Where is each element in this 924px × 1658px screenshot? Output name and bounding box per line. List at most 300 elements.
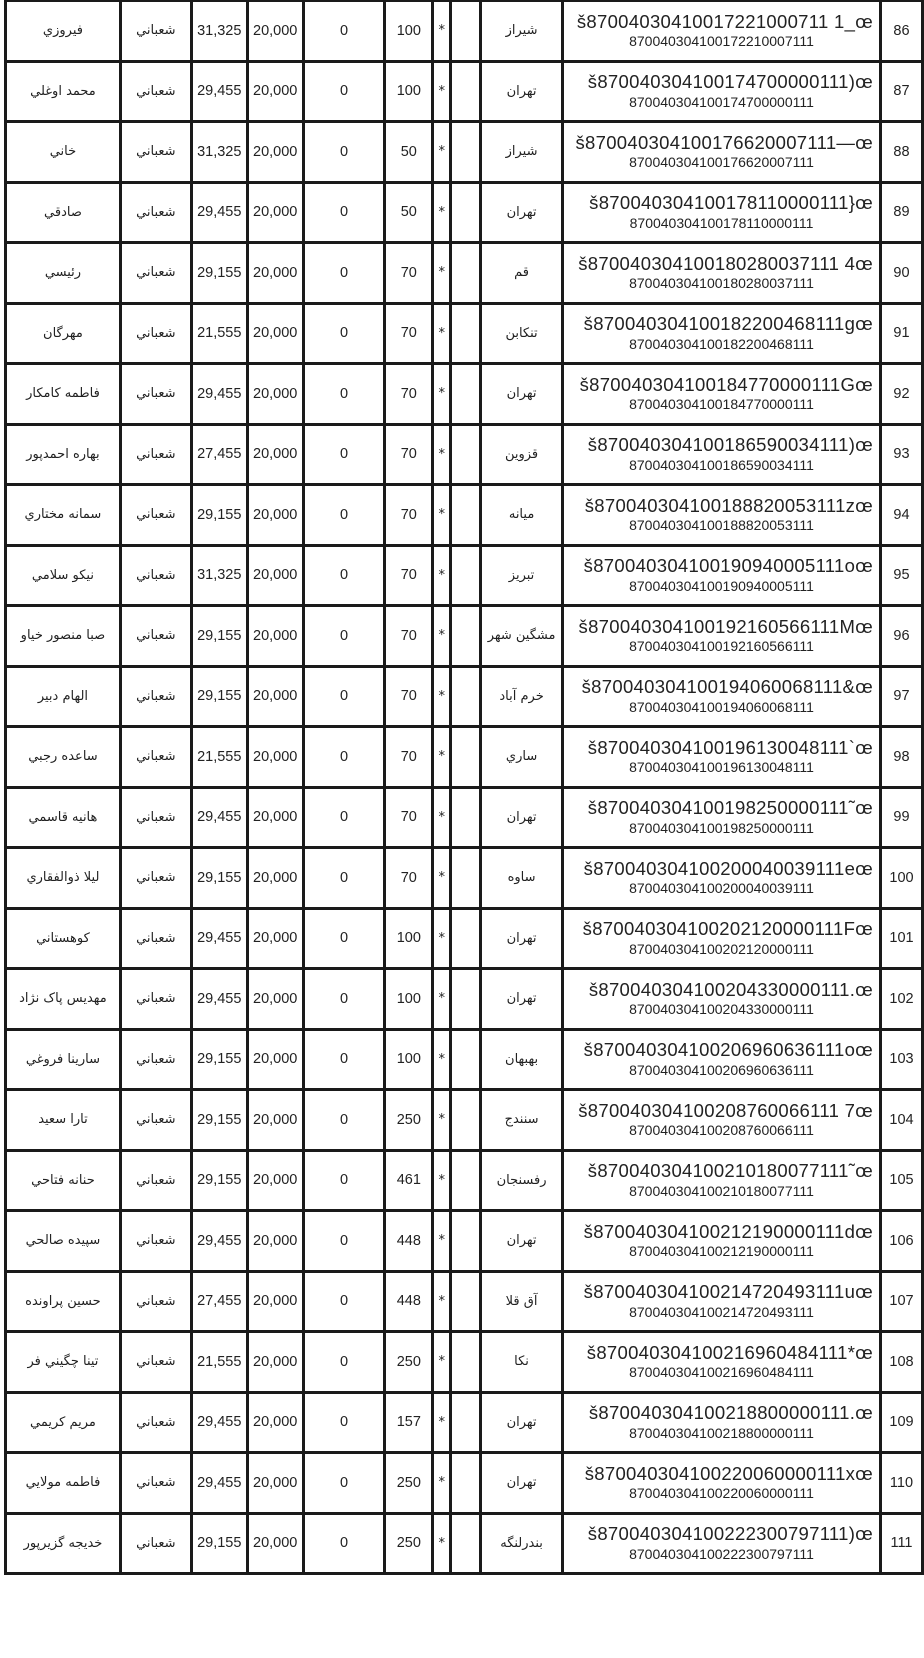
- empty-cell: [451, 364, 481, 425]
- customer-name-cell: خديجه گزيرپور: [6, 1513, 121, 1574]
- empty-cell: [451, 727, 481, 788]
- empty-cell: [451, 1332, 481, 1393]
- barcode-text: š870040304100176620007111—œ: [575, 131, 873, 153]
- quantity-cell: 70: [385, 727, 433, 788]
- price-cell: 27,455: [191, 1271, 247, 1332]
- barcode-text: š870040304100214720493111uœ: [583, 1281, 873, 1303]
- tracking-number: 870040304100204330000111: [629, 1001, 814, 1018]
- star-marker-cell: *: [433, 303, 451, 364]
- orders-table: [4, 0, 924, 1575]
- table-row: [6, 1513, 923, 1574]
- tracking-number: 870040304100174700000111: [629, 93, 814, 110]
- city-cell: خرم آباد: [481, 666, 563, 727]
- tracking-code-cell: [563, 1271, 881, 1332]
- tracking-code-cell: [563, 243, 881, 304]
- city-cell: ميانه: [481, 485, 563, 546]
- base-amount-cell: 20,000: [247, 182, 303, 243]
- price-cell: 29,155: [191, 606, 247, 667]
- customer-name-cell: سمانه مختاري: [6, 485, 121, 546]
- family-cell: شعباني: [120, 1271, 191, 1332]
- table-row: [6, 606, 923, 667]
- tracking-number: 870040304100180280037111: [629, 275, 814, 292]
- barcode-text: š870040304100202120000111Fœ: [582, 918, 873, 940]
- zero-cell: 0: [303, 424, 385, 485]
- row-index-cell: 103: [880, 1029, 922, 1090]
- tracking-code-cell: [563, 908, 881, 969]
- table-row: [6, 1090, 923, 1151]
- price-cell: 29,155: [191, 666, 247, 727]
- star-marker-cell: *: [433, 243, 451, 304]
- table-row: [6, 666, 923, 727]
- tracking-code-cell: [563, 1513, 881, 1574]
- star-marker-cell: *: [433, 787, 451, 848]
- customer-name-cell: سپيده صالحي: [6, 1211, 121, 1272]
- tracking-code-cell: [563, 1029, 881, 1090]
- zero-cell: 0: [303, 908, 385, 969]
- tracking-number: 870040304100182200468111: [629, 335, 814, 352]
- city-cell: تهران: [481, 787, 563, 848]
- row-index-cell: 93: [880, 424, 922, 485]
- family-cell: شعباني: [120, 61, 191, 122]
- family-cell: شعباني: [120, 908, 191, 969]
- zero-cell: 0: [303, 787, 385, 848]
- star-marker-cell: *: [433, 1211, 451, 1272]
- row-index-cell: 94: [880, 485, 922, 546]
- base-amount-cell: 20,000: [247, 1513, 303, 1574]
- empty-cell: [451, 182, 481, 243]
- zero-cell: 0: [303, 848, 385, 909]
- tracking-code-cell: [563, 606, 881, 667]
- barcode-text: š870040304100208760066111 7œ: [578, 1099, 873, 1121]
- customer-name-cell: حنانه فتاحي: [6, 1150, 121, 1211]
- price-cell: 29,155: [191, 848, 247, 909]
- zero-cell: 0: [303, 303, 385, 364]
- base-amount-cell: 20,000: [247, 1392, 303, 1453]
- price-cell: 31,325: [191, 545, 247, 606]
- table-row: [6, 545, 923, 606]
- quantity-cell: 100: [385, 969, 433, 1030]
- customer-name-cell: كوهستاني: [6, 908, 121, 969]
- price-cell: 29,455: [191, 1392, 247, 1453]
- tracking-code-cell: [563, 1, 881, 62]
- empty-cell: [451, 1150, 481, 1211]
- tracking-code-cell: [563, 969, 881, 1030]
- family-cell: شعباني: [120, 1029, 191, 1090]
- empty-cell: [451, 545, 481, 606]
- base-amount-cell: 20,000: [247, 1332, 303, 1393]
- row-index-cell: 97: [880, 666, 922, 727]
- family-cell: شعباني: [120, 969, 191, 1030]
- row-index-cell: 109: [880, 1392, 922, 1453]
- city-cell: تهران: [481, 1392, 563, 1453]
- empty-cell: [451, 787, 481, 848]
- zero-cell: 0: [303, 1513, 385, 1574]
- tracking-number: 870040304100178110000111: [629, 214, 814, 231]
- star-marker-cell: *: [433, 969, 451, 1030]
- star-marker-cell: *: [433, 1090, 451, 1151]
- tracking-code-cell: [563, 303, 881, 364]
- zero-cell: 0: [303, 485, 385, 546]
- base-amount-cell: 20,000: [247, 1271, 303, 1332]
- customer-name-cell: سارينا فروغي: [6, 1029, 121, 1090]
- quantity-cell: 70: [385, 485, 433, 546]
- tracking-code-cell: [563, 122, 881, 183]
- family-cell: شعباني: [120, 1332, 191, 1393]
- row-index-cell: 107: [880, 1271, 922, 1332]
- empty-cell: [451, 1, 481, 62]
- tracking-number: 870040304100188820053111: [629, 517, 814, 534]
- customer-name-cell: تينا چگيني فر: [6, 1332, 121, 1393]
- empty-cell: [451, 243, 481, 304]
- family-cell: شعباني: [120, 1211, 191, 1272]
- base-amount-cell: 20,000: [247, 727, 303, 788]
- price-cell: 29,455: [191, 1211, 247, 1272]
- star-marker-cell: *: [433, 61, 451, 122]
- row-index-cell: 102: [880, 969, 922, 1030]
- empty-cell: [451, 303, 481, 364]
- family-cell: شعباني: [120, 364, 191, 425]
- table-row: [6, 485, 923, 546]
- tracking-code-cell: [563, 787, 881, 848]
- quantity-cell: 461: [385, 1150, 433, 1211]
- barcode-text: š870040304100198250000111˜œ: [587, 797, 873, 819]
- customer-name-cell: ساعده رجبي: [6, 727, 121, 788]
- barcode-text: š870040304100188820053111zœ: [584, 494, 873, 516]
- quantity-cell: 70: [385, 303, 433, 364]
- city-cell: قم: [481, 243, 563, 304]
- star-marker-cell: *: [433, 848, 451, 909]
- family-cell: شعباني: [120, 1090, 191, 1151]
- star-marker-cell: *: [433, 1150, 451, 1211]
- zero-cell: 0: [303, 666, 385, 727]
- base-amount-cell: 20,000: [247, 1453, 303, 1514]
- star-marker-cell: *: [433, 606, 451, 667]
- base-amount-cell: 20,000: [247, 303, 303, 364]
- tracking-number: 870040304100214720493111: [629, 1303, 814, 1320]
- price-cell: 29,455: [191, 787, 247, 848]
- quantity-cell: 448: [385, 1271, 433, 1332]
- family-cell: شعباني: [120, 787, 191, 848]
- quantity-cell: 50: [385, 182, 433, 243]
- zero-cell: 0: [303, 364, 385, 425]
- base-amount-cell: 20,000: [247, 1211, 303, 1272]
- price-cell: 21,555: [191, 303, 247, 364]
- tracking-number: 870040304100222300797111: [629, 1545, 814, 1562]
- tracking-number: 870040304100192160566111: [629, 638, 814, 655]
- price-cell: 29,155: [191, 1029, 247, 1090]
- base-amount-cell: 20,000: [247, 1090, 303, 1151]
- customer-name-cell: تارا سعيد: [6, 1090, 121, 1151]
- base-amount-cell: 20,000: [247, 1150, 303, 1211]
- city-cell: شيراز: [481, 1, 563, 62]
- customer-name-cell: الهام دبير: [6, 666, 121, 727]
- customer-name-cell: مهرگان: [6, 303, 121, 364]
- tracking-code-cell: [563, 727, 881, 788]
- family-cell: شعباني: [120, 1392, 191, 1453]
- table-row: [6, 1150, 923, 1211]
- row-index-cell: 86: [880, 1, 922, 62]
- zero-cell: 0: [303, 61, 385, 122]
- price-cell: 29,455: [191, 1453, 247, 1514]
- table-row: [6, 303, 923, 364]
- customer-name-cell: صادقي: [6, 182, 121, 243]
- quantity-cell: 70: [385, 666, 433, 727]
- tracking-code-cell: [563, 1150, 881, 1211]
- zero-cell: 0: [303, 1, 385, 62]
- empty-cell: [451, 1453, 481, 1514]
- tracking-number: 870040304100198250000111: [629, 819, 814, 836]
- customer-name-cell: ليلا ذوالفقاري: [6, 848, 121, 909]
- barcode-text: š870040304100192160566111Mœ: [578, 615, 873, 637]
- row-index-cell: 106: [880, 1211, 922, 1272]
- quantity-cell: 70: [385, 848, 433, 909]
- star-marker-cell: *: [433, 122, 451, 183]
- barcode-text: š870040304100204330000111.œ: [588, 978, 873, 1000]
- price-cell: 29,155: [191, 1090, 247, 1151]
- tracking-code-cell: [563, 1392, 881, 1453]
- zero-cell: 0: [303, 122, 385, 183]
- city-cell: تهران: [481, 1453, 563, 1514]
- price-cell: 29,455: [191, 969, 247, 1030]
- price-cell: 29,155: [191, 485, 247, 546]
- tracking-number: 870040304100196130048111: [629, 759, 814, 776]
- quantity-cell: 250: [385, 1453, 433, 1514]
- barcode-text: š870040304100190940005111oœ: [583, 555, 873, 577]
- base-amount-cell: 20,000: [247, 424, 303, 485]
- quantity-cell: 100: [385, 61, 433, 122]
- empty-cell: [451, 1392, 481, 1453]
- city-cell: تهران: [481, 969, 563, 1030]
- quantity-cell: 250: [385, 1513, 433, 1574]
- row-index-cell: 105: [880, 1150, 922, 1211]
- price-cell: 29,455: [191, 908, 247, 969]
- zero-cell: 0: [303, 1332, 385, 1393]
- zero-cell: 0: [303, 243, 385, 304]
- table-row: [6, 1453, 923, 1514]
- city-cell: سنندج: [481, 1090, 563, 1151]
- table-row: [6, 969, 923, 1030]
- row-index-cell: 110: [880, 1453, 922, 1514]
- base-amount-cell: 20,000: [247, 243, 303, 304]
- base-amount-cell: 20,000: [247, 61, 303, 122]
- quantity-cell: 70: [385, 787, 433, 848]
- tracking-number: 870040304100190940005111: [629, 577, 814, 594]
- empty-cell: [451, 606, 481, 667]
- family-cell: شعباني: [120, 1, 191, 62]
- row-index-cell: 92: [880, 364, 922, 425]
- customer-name-cell: فاطمه كامكار: [6, 364, 121, 425]
- table-row: [6, 61, 923, 122]
- empty-cell: [451, 424, 481, 485]
- customer-name-cell: رئيسي: [6, 243, 121, 304]
- empty-cell: [451, 1271, 481, 1332]
- city-cell: ساري: [481, 727, 563, 788]
- customer-name-cell: هانيه قاسمي: [6, 787, 121, 848]
- family-cell: شعباني: [120, 666, 191, 727]
- barcode-text: š870040304100180280037111 4œ: [578, 252, 873, 274]
- base-amount-cell: 20,000: [247, 908, 303, 969]
- base-amount-cell: 20,000: [247, 122, 303, 183]
- tracking-number: 870040304100176620007111: [629, 154, 814, 171]
- barcode-text: š870040304100178110000111}œ: [589, 192, 873, 214]
- tracking-number: 870040304100184770000111: [629, 396, 814, 413]
- tracking-number: 870040304100208760066111: [629, 1122, 814, 1139]
- city-cell: نكا: [481, 1332, 563, 1393]
- price-cell: 21,555: [191, 1332, 247, 1393]
- city-cell: مشگين شهر: [481, 606, 563, 667]
- row-index-cell: 100: [880, 848, 922, 909]
- barcode-text: š87004030410017221000711 1_œ: [576, 10, 873, 32]
- barcode-text: š870040304100210180077111˜œ: [587, 1160, 873, 1182]
- barcode-text: š870040304100182200468111gœ: [583, 313, 873, 335]
- tracking-code-cell: [563, 61, 881, 122]
- customer-name-cell: مريم كريمي: [6, 1392, 121, 1453]
- family-cell: شعباني: [120, 1453, 191, 1514]
- base-amount-cell: 20,000: [247, 485, 303, 546]
- empty-cell: [451, 666, 481, 727]
- table-row: [6, 727, 923, 788]
- customer-name-cell: مهديس پاک نژاد: [6, 969, 121, 1030]
- empty-cell: [451, 1211, 481, 1272]
- tracking-code-cell: [563, 182, 881, 243]
- customer-name-cell: محمد اوغلي: [6, 61, 121, 122]
- star-marker-cell: *: [433, 1029, 451, 1090]
- quantity-cell: 70: [385, 243, 433, 304]
- tracking-number: 870040304100194060068111: [629, 698, 814, 715]
- row-index-cell: 91: [880, 303, 922, 364]
- family-cell: شعباني: [120, 1513, 191, 1574]
- row-index-cell: 99: [880, 787, 922, 848]
- row-index-cell: 104: [880, 1090, 922, 1151]
- tracking-number: 870040304100172210007111: [629, 33, 814, 50]
- tracking-number: 870040304100200040039111: [629, 880, 814, 897]
- star-marker-cell: *: [433, 1392, 451, 1453]
- customer-name-cell: نيكو سلامي: [6, 545, 121, 606]
- tracking-number: 870040304100212190000111: [629, 1243, 814, 1260]
- table-row: [6, 243, 923, 304]
- row-index-cell: 108: [880, 1332, 922, 1393]
- quantity-cell: 250: [385, 1332, 433, 1393]
- price-cell: 29,455: [191, 61, 247, 122]
- empty-cell: [451, 122, 481, 183]
- zero-cell: 0: [303, 727, 385, 788]
- table-row: [6, 787, 923, 848]
- tracking-code-cell: [563, 1090, 881, 1151]
- zero-cell: 0: [303, 1029, 385, 1090]
- tracking-code-cell: [563, 1453, 881, 1514]
- quantity-cell: 70: [385, 545, 433, 606]
- tracking-code-cell: [563, 485, 881, 546]
- empty-cell: [451, 969, 481, 1030]
- base-amount-cell: 20,000: [247, 848, 303, 909]
- tracking-number: 870040304100206960636111: [629, 1061, 814, 1078]
- zero-cell: 0: [303, 182, 385, 243]
- row-index-cell: 98: [880, 727, 922, 788]
- family-cell: شعباني: [120, 424, 191, 485]
- city-cell: تهران: [481, 364, 563, 425]
- barcode-text: š870040304100184770000111Gœ: [579, 373, 873, 395]
- base-amount-cell: 20,000: [247, 1029, 303, 1090]
- zero-cell: 0: [303, 1150, 385, 1211]
- city-cell: تهران: [481, 908, 563, 969]
- base-amount-cell: 20,000: [247, 666, 303, 727]
- table-row: [6, 1392, 923, 1453]
- city-cell: بهبهان: [481, 1029, 563, 1090]
- customer-name-cell: صبا منصور خياو: [6, 606, 121, 667]
- quantity-cell: 70: [385, 606, 433, 667]
- base-amount-cell: 20,000: [247, 364, 303, 425]
- table-row: [6, 364, 923, 425]
- price-cell: 27,455: [191, 424, 247, 485]
- city-cell: تهران: [481, 182, 563, 243]
- star-marker-cell: *: [433, 485, 451, 546]
- quantity-cell: 157: [385, 1392, 433, 1453]
- city-cell: بندرلنگه: [481, 1513, 563, 1574]
- table-row: [6, 182, 923, 243]
- city-cell: ساوه: [481, 848, 563, 909]
- customer-name-cell: فيروزي: [6, 1, 121, 62]
- family-cell: شعباني: [120, 1150, 191, 1211]
- star-marker-cell: *: [433, 364, 451, 425]
- barcode-text: š870040304100218800000111.œ: [588, 1402, 873, 1424]
- zero-cell: 0: [303, 1392, 385, 1453]
- family-cell: شعباني: [120, 606, 191, 667]
- family-cell: شعباني: [120, 545, 191, 606]
- empty-cell: [451, 485, 481, 546]
- tracking-code-cell: [563, 1332, 881, 1393]
- barcode-text: š870040304100186590034111)œ: [587, 434, 873, 456]
- base-amount-cell: 20,000: [247, 787, 303, 848]
- city-cell: تنكابن: [481, 303, 563, 364]
- customer-name-cell: بهاره احمدپور: [6, 424, 121, 485]
- barcode-text: š870040304100206960636111oœ: [583, 1039, 873, 1061]
- tracking-number: 870040304100186590034111: [629, 456, 814, 473]
- tracking-number: 870040304100218800000111: [629, 1424, 814, 1441]
- zero-cell: 0: [303, 1271, 385, 1332]
- quantity-cell: 100: [385, 1, 433, 62]
- family-cell: شعباني: [120, 243, 191, 304]
- star-marker-cell: *: [433, 1271, 451, 1332]
- row-index-cell: 87: [880, 61, 922, 122]
- empty-cell: [451, 1090, 481, 1151]
- city-cell: تهران: [481, 1211, 563, 1272]
- table-body: [6, 0, 923, 1574]
- city-cell: رفسنجان: [481, 1150, 563, 1211]
- tracking-code-cell: [563, 424, 881, 485]
- barcode-text: š870040304100194060068111&œ: [581, 676, 873, 698]
- zero-cell: 0: [303, 606, 385, 667]
- price-cell: 29,155: [191, 1513, 247, 1574]
- tracking-number: 870040304100210180077111: [629, 1182, 814, 1199]
- tracking-code-cell: [563, 364, 881, 425]
- price-cell: 31,325: [191, 122, 247, 183]
- price-cell: 29,455: [191, 364, 247, 425]
- family-cell: شعباني: [120, 122, 191, 183]
- base-amount-cell: 20,000: [247, 545, 303, 606]
- barcode-text: š870040304100174700000111)œ: [587, 71, 873, 93]
- table-row: [6, 908, 923, 969]
- star-marker-cell: *: [433, 727, 451, 788]
- row-index-cell: 90: [880, 243, 922, 304]
- order-sheet: [4, 0, 924, 1575]
- tracking-code-cell: [563, 666, 881, 727]
- star-marker-cell: *: [433, 1453, 451, 1514]
- tracking-code-cell: [563, 1211, 881, 1272]
- base-amount-cell: 20,000: [247, 606, 303, 667]
- price-cell: 29,155: [191, 243, 247, 304]
- zero-cell: 0: [303, 545, 385, 606]
- tracking-code-cell: [563, 848, 881, 909]
